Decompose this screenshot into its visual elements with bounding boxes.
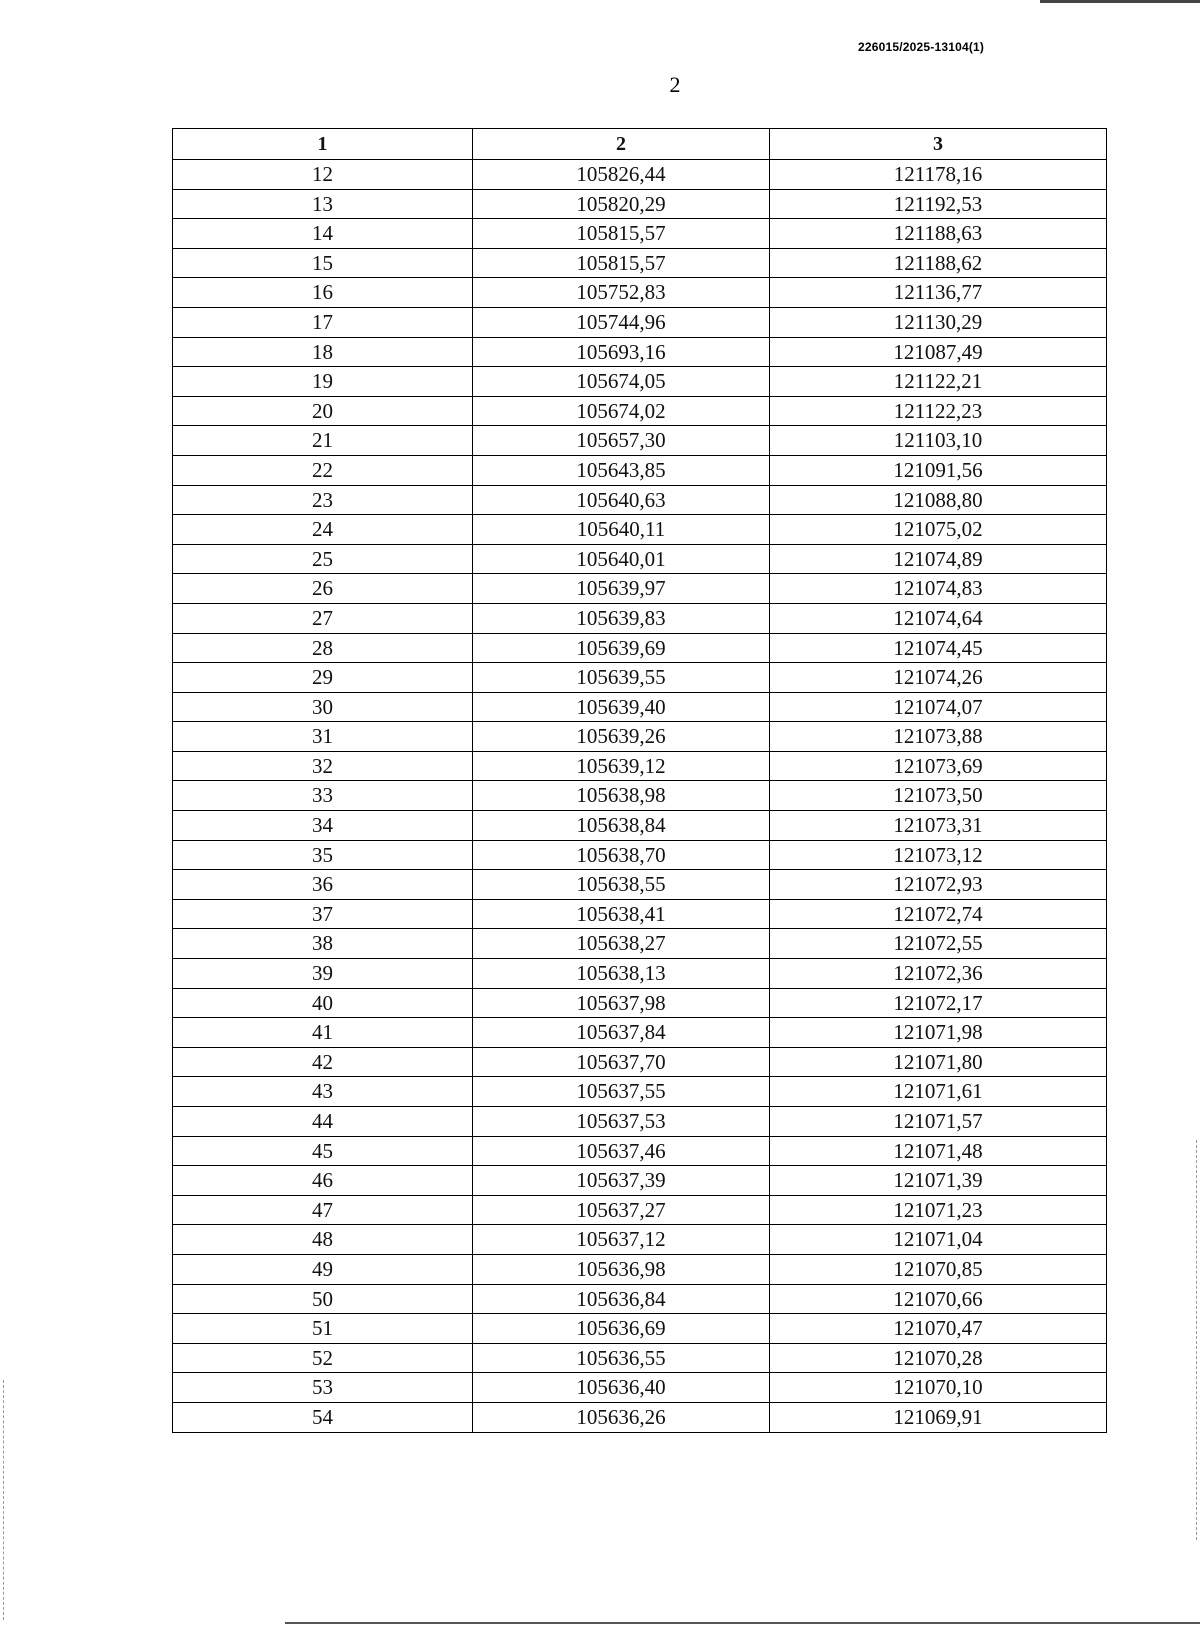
scan-artifact-bottom-line [285, 1622, 1200, 1624]
y-coordinate-cell: 121070,10 [770, 1373, 1107, 1403]
table-row [173, 959, 1107, 989]
point-number-cell: 26 [173, 574, 473, 604]
x-coordinate-cell: 105820,29 [473, 189, 770, 219]
y-coordinate-cell: 121091,56 [770, 455, 1107, 485]
table-row [173, 426, 1107, 456]
table-row [173, 899, 1107, 929]
table-row [173, 219, 1107, 249]
y-coordinate-cell: 121074,26 [770, 663, 1107, 693]
x-coordinate-cell: 105638,41 [473, 899, 770, 929]
table-row [173, 870, 1107, 900]
x-coordinate-cell: 105752,83 [473, 278, 770, 308]
x-coordinate-cell: 105638,13 [473, 959, 770, 989]
x-coordinate-cell: 105637,55 [473, 1077, 770, 1107]
column-header-1: 1 [173, 129, 473, 160]
y-coordinate-cell: 121188,63 [770, 219, 1107, 249]
y-coordinate-cell: 121073,50 [770, 781, 1107, 811]
document-reference-number: 226015/2025-13104(1) [858, 40, 985, 54]
x-coordinate-cell: 105640,11 [473, 515, 770, 545]
x-coordinate-cell: 105637,53 [473, 1107, 770, 1137]
y-coordinate-cell: 121074,83 [770, 574, 1107, 604]
x-coordinate-cell: 105637,39 [473, 1166, 770, 1196]
x-coordinate-cell: 105638,84 [473, 811, 770, 841]
point-number-cell: 50 [173, 1284, 473, 1314]
x-coordinate-cell: 105636,55 [473, 1343, 770, 1373]
y-coordinate-cell: 121074,89 [770, 544, 1107, 574]
point-number-cell: 48 [173, 1225, 473, 1255]
table-row [173, 455, 1107, 485]
table-row [173, 1077, 1107, 1107]
page-number: 2 [669, 72, 681, 97]
x-coordinate-cell: 105693,16 [473, 337, 770, 367]
point-number-cell: 51 [173, 1314, 473, 1344]
x-coordinate-cell: 105674,05 [473, 367, 770, 397]
point-number-cell: 40 [173, 988, 473, 1018]
point-number-cell: 19 [173, 367, 473, 397]
x-coordinate-cell: 105639,26 [473, 722, 770, 752]
table-row [173, 1107, 1107, 1137]
point-number-cell: 28 [173, 633, 473, 663]
x-coordinate-cell: 105636,98 [473, 1254, 770, 1284]
table-row [173, 781, 1107, 811]
point-number-cell: 15 [173, 248, 473, 278]
point-number-cell: 38 [173, 929, 473, 959]
y-coordinate-cell: 121088,80 [770, 485, 1107, 515]
y-coordinate-cell: 121071,61 [770, 1077, 1107, 1107]
table-row [173, 367, 1107, 397]
y-coordinate-cell: 121130,29 [770, 307, 1107, 337]
table-row [173, 1254, 1107, 1284]
table-header-row [173, 129, 1107, 160]
y-coordinate-cell: 121072,74 [770, 899, 1107, 929]
point-number-cell: 17 [173, 307, 473, 337]
y-coordinate-cell: 121188,62 [770, 248, 1107, 278]
point-number-cell: 39 [173, 959, 473, 989]
x-coordinate-cell: 105826,44 [473, 160, 770, 190]
y-coordinate-cell: 121178,16 [770, 160, 1107, 190]
table-header [173, 129, 1107, 160]
y-coordinate-cell: 121071,80 [770, 1047, 1107, 1077]
point-number-cell: 25 [173, 544, 473, 574]
y-coordinate-cell: 121070,66 [770, 1284, 1107, 1314]
scan-artifact-left-edge [3, 1380, 5, 1620]
x-coordinate-cell: 105639,83 [473, 603, 770, 633]
x-coordinate-cell: 105637,84 [473, 1018, 770, 1048]
x-coordinate-cell: 105637,12 [473, 1225, 770, 1255]
table-row [173, 1314, 1107, 1344]
table-row [173, 160, 1107, 190]
x-coordinate-cell: 105638,55 [473, 870, 770, 900]
table-row [173, 633, 1107, 663]
point-number-cell: 46 [173, 1166, 473, 1196]
x-coordinate-cell: 105636,69 [473, 1314, 770, 1344]
coordinates-table [172, 128, 1107, 1433]
scan-artifact-top-line [1040, 0, 1200, 3]
y-coordinate-cell: 121073,88 [770, 722, 1107, 752]
y-coordinate-cell: 121071,48 [770, 1136, 1107, 1166]
column-header-3: 3 [770, 129, 1107, 160]
y-coordinate-cell: 121122,21 [770, 367, 1107, 397]
y-coordinate-cell: 121072,36 [770, 959, 1107, 989]
y-coordinate-cell: 121072,55 [770, 929, 1107, 959]
table-row [173, 544, 1107, 574]
y-coordinate-cell: 121074,07 [770, 692, 1107, 722]
x-coordinate-cell: 105674,02 [473, 396, 770, 426]
x-coordinate-cell: 105639,12 [473, 751, 770, 781]
y-coordinate-cell: 121103,10 [770, 426, 1107, 456]
point-number-cell: 47 [173, 1195, 473, 1225]
table-row [173, 603, 1107, 633]
y-coordinate-cell: 121071,23 [770, 1195, 1107, 1225]
x-coordinate-cell: 105638,27 [473, 929, 770, 959]
point-number-cell: 18 [173, 337, 473, 367]
table-body [173, 160, 1107, 1433]
point-number-cell: 36 [173, 870, 473, 900]
x-coordinate-cell: 105637,27 [473, 1195, 770, 1225]
point-number-cell: 35 [173, 840, 473, 870]
table-row [173, 1373, 1107, 1403]
y-coordinate-cell: 121087,49 [770, 337, 1107, 367]
table-row [173, 1284, 1107, 1314]
table-row [173, 1195, 1107, 1225]
y-coordinate-cell: 121073,69 [770, 751, 1107, 781]
table-row [173, 278, 1107, 308]
point-number-cell: 37 [173, 899, 473, 929]
x-coordinate-cell: 105640,01 [473, 544, 770, 574]
point-number-cell: 54 [173, 1402, 473, 1432]
table-row [173, 1402, 1107, 1432]
table-row [173, 1047, 1107, 1077]
y-coordinate-cell: 121074,64 [770, 603, 1107, 633]
point-number-cell: 34 [173, 811, 473, 841]
table-row [173, 485, 1107, 515]
y-coordinate-cell: 121192,53 [770, 189, 1107, 219]
x-coordinate-cell: 105636,40 [473, 1373, 770, 1403]
table-row [173, 663, 1107, 693]
point-number-cell: 20 [173, 396, 473, 426]
x-coordinate-cell: 105815,57 [473, 248, 770, 278]
y-coordinate-cell: 121075,02 [770, 515, 1107, 545]
point-number-cell: 52 [173, 1343, 473, 1373]
x-coordinate-cell: 105637,70 [473, 1047, 770, 1077]
point-number-cell: 43 [173, 1077, 473, 1107]
point-number-cell: 24 [173, 515, 473, 545]
table-row [173, 1343, 1107, 1373]
scan-artifact-right-edge [1196, 1140, 1198, 1540]
table-row [173, 307, 1107, 337]
y-coordinate-cell: 121072,17 [770, 988, 1107, 1018]
x-coordinate-cell: 105815,57 [473, 219, 770, 249]
y-coordinate-cell: 121070,85 [770, 1254, 1107, 1284]
y-coordinate-cell: 121071,04 [770, 1225, 1107, 1255]
y-coordinate-cell: 121071,57 [770, 1107, 1107, 1137]
x-coordinate-cell: 105637,46 [473, 1136, 770, 1166]
point-number-cell: 23 [173, 485, 473, 515]
point-number-cell: 49 [173, 1254, 473, 1284]
column-header-2: 2 [473, 129, 770, 160]
y-coordinate-cell: 121073,12 [770, 840, 1107, 870]
y-coordinate-cell: 121136,77 [770, 278, 1107, 308]
y-coordinate-cell: 121122,23 [770, 396, 1107, 426]
table-row [173, 515, 1107, 545]
y-coordinate-cell: 121071,98 [770, 1018, 1107, 1048]
table-row [173, 248, 1107, 278]
point-number-cell: 27 [173, 603, 473, 633]
point-number-cell: 21 [173, 426, 473, 456]
point-number-cell: 16 [173, 278, 473, 308]
table-row [173, 929, 1107, 959]
x-coordinate-cell: 105640,63 [473, 485, 770, 515]
point-number-cell: 14 [173, 219, 473, 249]
y-coordinate-cell: 121070,47 [770, 1314, 1107, 1344]
table-row [173, 811, 1107, 841]
table-row [173, 1225, 1107, 1255]
x-coordinate-cell: 105639,55 [473, 663, 770, 693]
table-row [173, 988, 1107, 1018]
table-row [173, 692, 1107, 722]
table-row [173, 722, 1107, 752]
table-row [173, 1136, 1107, 1166]
table-row [173, 396, 1107, 426]
table-row [173, 840, 1107, 870]
point-number-cell: 30 [173, 692, 473, 722]
y-coordinate-cell: 121069,91 [770, 1402, 1107, 1432]
y-coordinate-cell: 121070,28 [770, 1343, 1107, 1373]
point-number-cell: 33 [173, 781, 473, 811]
y-coordinate-cell: 121074,45 [770, 633, 1107, 663]
table-row [173, 574, 1107, 604]
table-row [173, 751, 1107, 781]
point-number-cell: 13 [173, 189, 473, 219]
x-coordinate-cell: 105636,26 [473, 1402, 770, 1432]
x-coordinate-cell: 105636,84 [473, 1284, 770, 1314]
x-coordinate-cell: 105657,30 [473, 426, 770, 456]
x-coordinate-cell: 105638,70 [473, 840, 770, 870]
table-row [173, 337, 1107, 367]
point-number-cell: 44 [173, 1107, 473, 1137]
x-coordinate-cell: 105643,85 [473, 455, 770, 485]
point-number-cell: 41 [173, 1018, 473, 1048]
x-coordinate-cell: 105639,40 [473, 692, 770, 722]
point-number-cell: 42 [173, 1047, 473, 1077]
point-number-cell: 22 [173, 455, 473, 485]
table-row [173, 1018, 1107, 1048]
x-coordinate-cell: 105638,98 [473, 781, 770, 811]
point-number-cell: 12 [173, 160, 473, 190]
y-coordinate-cell: 121072,93 [770, 870, 1107, 900]
point-number-cell: 32 [173, 751, 473, 781]
y-coordinate-cell: 121073,31 [770, 811, 1107, 841]
point-number-cell: 45 [173, 1136, 473, 1166]
table-row [173, 189, 1107, 219]
x-coordinate-cell: 105639,69 [473, 633, 770, 663]
table-row [173, 1166, 1107, 1196]
x-coordinate-cell: 105637,98 [473, 988, 770, 1018]
x-coordinate-cell: 105639,97 [473, 574, 770, 604]
y-coordinate-cell: 121071,39 [770, 1166, 1107, 1196]
x-coordinate-cell: 105744,96 [473, 307, 770, 337]
point-number-cell: 31 [173, 722, 473, 752]
point-number-cell: 29 [173, 663, 473, 693]
point-number-cell: 53 [173, 1373, 473, 1403]
